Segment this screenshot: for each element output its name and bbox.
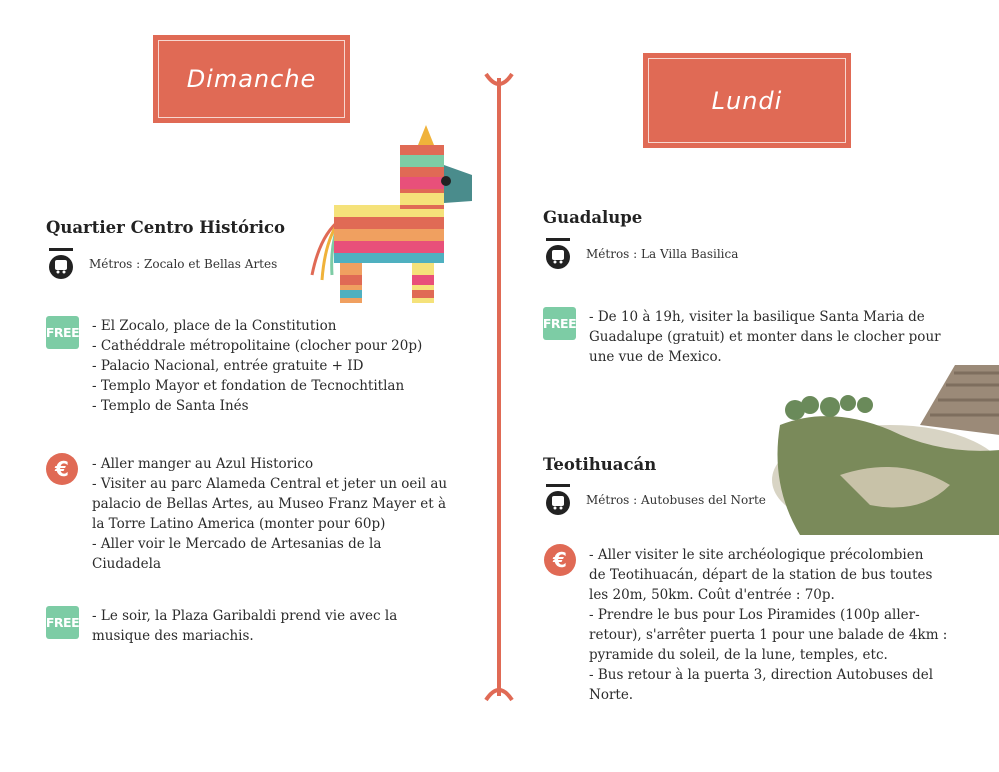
- list-item: pyramide du soleil, de la lune, temples, etc.: [589, 647, 888, 663]
- divider-bottom-hook: [482, 682, 516, 702]
- activity-list-paid: [92, 454, 447, 574]
- metro-icon: [544, 238, 572, 270]
- free-badge: FREE: [46, 606, 79, 639]
- list-item: - Aller visiter le site archéologique précolombien: [589, 547, 924, 563]
- list-item: - Templo Mayor et fondation de Tecnochtitlan: [92, 378, 405, 394]
- activity-list-free-2: [92, 606, 397, 646]
- timeline-divider: [497, 78, 501, 696]
- list-item: - Prendre le bus pour Los Piramides (100p aller-: [589, 607, 920, 623]
- list-item: - Cathéddrale métropolitaine (clocher pour 20p): [92, 338, 423, 354]
- activity-list-teotihuacan: [589, 545, 947, 705]
- list-item: Guadalupe (gratuit) et monter dans le clocher pour: [589, 329, 941, 345]
- metro-info-guadalupe: [544, 238, 738, 270]
- metro-info-centro: [47, 248, 277, 280]
- list-item: - Bus retour à la puerta 3, direction Autobuses del: [589, 667, 934, 683]
- free-badge: FREE: [46, 316, 79, 349]
- list-item: - Aller manger au Azul Historico: [92, 456, 314, 472]
- free-badge: FREE: [543, 307, 576, 340]
- list-item: - El Zocalo, place de la Constitution: [92, 318, 337, 334]
- list-item: Norte.: [589, 687, 634, 703]
- list-item: - Templo de Santa Inés: [92, 398, 249, 414]
- section-title-guadalupe: Guadalupe: [543, 208, 643, 227]
- pinata-illustration: [300, 125, 480, 310]
- list-item: - De 10 à 19h, visiter la basilique Santa Maria de: [589, 309, 925, 325]
- section-title-centro: Quartier Centro Histórico: [46, 218, 286, 237]
- list-item: Ciudadela: [92, 556, 162, 572]
- list-item: la Torre Latino America (monter pour 60p): [92, 516, 386, 532]
- day-header-monday: [643, 53, 851, 148]
- day-header-sunday: [153, 35, 350, 123]
- day-label: Lundi: [704, 87, 791, 115]
- list-item: - Visiter au parc Alameda Central et jeter un oeil au: [92, 476, 448, 492]
- metro-text: Métros : Autobuses del Norte: [586, 493, 766, 507]
- metro-info-teotihuacan: [544, 484, 766, 516]
- list-item: les 20m, 50km. Coût d'entrée : 70p.: [589, 587, 835, 603]
- section-title-teotihuacan: Teotihuacán: [543, 455, 657, 474]
- metro-icon: [47, 248, 75, 280]
- pyramid-illustration: [770, 355, 999, 535]
- activity-list-free-1: [92, 316, 422, 416]
- metro-icon: [544, 484, 572, 516]
- euro-icon: €: [46, 453, 78, 485]
- list-item: - Aller voir le Mercado de Artesanias de la: [92, 536, 382, 552]
- activity-list-guadalupe: [589, 307, 941, 367]
- list-item: palacio de Bellas Artes, au Museo Franz Mayer et à: [92, 496, 447, 512]
- list-item: retour), s'arrêter puerta 1 pour une balade de 4km :: [589, 627, 948, 643]
- metro-text: Métros : Zocalo et Bellas Artes: [89, 257, 278, 271]
- list-item: - Le soir, la Plaza Garibaldi prend vie avec la: [92, 608, 398, 624]
- metro-text: Métros : La Villa Basilica: [586, 247, 739, 261]
- euro-icon: €: [544, 544, 576, 576]
- list-item: - Palacio Nacional, entrée gratuite + ID: [92, 358, 364, 374]
- list-item: musique des mariachis.: [92, 628, 254, 644]
- list-item: de Teotihuacán, départ de la station de bus toutes: [589, 567, 933, 583]
- day-label: Dimanche: [179, 65, 325, 93]
- list-item: une vue de Mexico.: [589, 349, 722, 365]
